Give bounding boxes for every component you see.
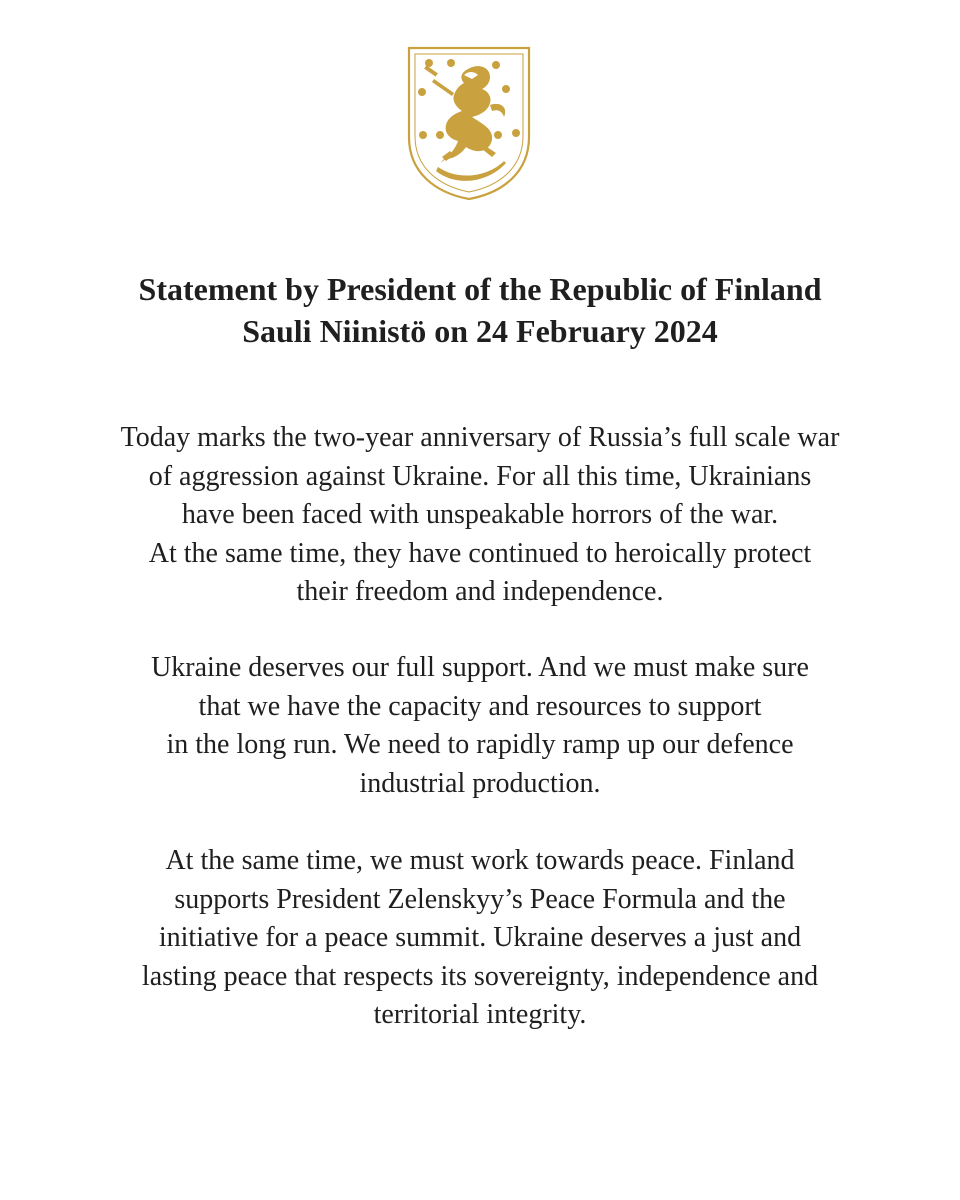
paragraph-line: their freedom and independence. (296, 576, 664, 607)
paragraph-line: At the same time, we must work towards peace. Finland (165, 845, 795, 876)
coat-of-arms-icon (406, 45, 532, 201)
paragraph-line: that we have the capacity and resources to support (198, 690, 762, 722)
paragraph-line: have been faced with unspeakable horrors of the war. (181, 499, 779, 530)
statement-title (0, 268, 960, 352)
statement-paragraph-3 (60, 842, 900, 1035)
statement-paragraph-2 (60, 649, 900, 803)
paragraph-line: territorial integrity. (373, 999, 587, 1030)
paragraph-line: Ukraine deserves our full support. And we must make sure (151, 652, 809, 683)
statement-paragraph-1 (60, 419, 900, 612)
title-line: Statement by President of the Republic of Finland (138, 271, 822, 307)
paragraph-line: supports President Zelenskyy’s Peace Formula and the (174, 883, 786, 915)
paragraph-line: of aggression against Ukraine. For all this time, Ukrainians (148, 460, 812, 492)
paragraph-line: initiative for a peace summit. Ukraine deserves a just and (158, 922, 802, 953)
paragraph-line: industrial production. (359, 767, 601, 799)
title-line: Sauli Niinistö on 24 February 2024 (242, 313, 718, 349)
paragraph-line: lasting peace that respects its sovereignty, independence and (141, 960, 819, 992)
paragraph-line: in the long run. We need to rapidly ramp up our defence (166, 729, 794, 760)
paragraph-line: Today marks the two-year anniversary of Russia’s full scale war (120, 422, 840, 453)
paragraph-line: At the same time, they have continued to heroically protect (148, 537, 812, 569)
